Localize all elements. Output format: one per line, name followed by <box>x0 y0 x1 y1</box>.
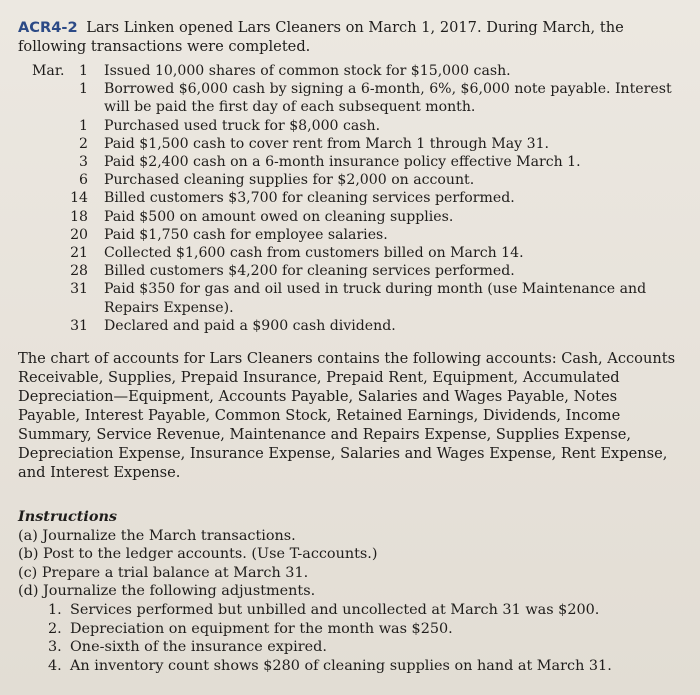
instruction-item: (a) Journalize the March transactions. <box>18 527 296 544</box>
adjustment-item <box>18 601 678 620</box>
adjustment-item <box>18 620 678 639</box>
transaction-month <box>18 262 66 280</box>
transaction-day: 21 <box>70 245 88 262</box>
adjustment-text: Depreciation on equipment for the month was $250. <box>70 620 453 637</box>
transaction-day: 2 <box>79 135 88 152</box>
adjustment-text: Services performed but unbilled and uncollected at March 31 was $200. <box>70 602 600 619</box>
transaction-month <box>18 208 66 226</box>
transaction-month <box>18 244 66 262</box>
adjustment-text: One-sixth of the insurance expired. <box>70 639 327 656</box>
instruction-item: (c) Prepare a trial balance at March 31. <box>18 564 309 581</box>
transaction-day: 1 <box>79 81 88 98</box>
transaction-row <box>18 171 678 189</box>
transaction-text: Purchased used truck for $8,000 cash. <box>104 117 381 134</box>
instruction-item: (d) Journalize the following adjustments. <box>18 583 316 600</box>
transaction-day: 14 <box>70 190 88 207</box>
transaction-day: 18 <box>70 208 88 225</box>
adjustment-text: An inventory count shows $280 of cleaning supplies on hand at March 31. <box>70 657 612 674</box>
problem-header <box>18 18 678 56</box>
adjustment-item <box>18 657 678 676</box>
transaction-row <box>18 189 678 207</box>
transaction-text: Paid $2,400 cash on a 6-month insurance policy effective March 1. <box>104 154 581 171</box>
transaction-text: Billed customers $3,700 for cleaning services performed. <box>104 190 515 207</box>
transaction-day: 28 <box>70 263 88 280</box>
transaction-day: 31 <box>70 281 88 298</box>
transaction-day: 6 <box>79 172 88 189</box>
transaction-row <box>18 317 678 335</box>
transaction-list <box>18 62 678 335</box>
adjustment-number: 2. <box>48 620 62 637</box>
transaction-row <box>18 244 678 262</box>
transaction-text: Paid $1,500 cash to cover rent from March 1 through May 31. <box>104 135 550 152</box>
transaction-row <box>18 208 678 226</box>
chart-of-accounts-paragraph: The chart of accounts for Lars Cleaners contains the following accounts: Cash, Accounts Receivable, Supplies, Prepaid Insurance, Prepaid Rent, Equipment, Accumulated Depreciation—Equipment, Accounts Payable, Salaries and Wages Payable, Notes Payable, Interest Payable, Common Stock, Retained Earnings, Dividends, Income Summary, Service Revenue, Maintenance and Repairs Expense, Supplies Expense, Depreciation Expense, Insurance Expense, Salaries and Wages Expense, Rent Expense, and Interest Expense. <box>18 350 676 482</box>
transaction-text: Paid $350 for gas and oil used in truck during month (use Maintenance and Repairs Expense). <box>104 281 647 316</box>
transaction-row <box>18 262 678 280</box>
transaction-text: Billed customers $4,200 for cleaning services performed. <box>104 263 515 280</box>
adjustment-item <box>18 638 678 657</box>
transaction-row <box>18 62 678 80</box>
transaction-text: Collected $1,600 cash from customers billed on March 14. <box>104 245 524 262</box>
transaction-day: 1 <box>79 63 88 79</box>
transaction-month <box>18 80 66 116</box>
transaction-day: 20 <box>70 226 88 243</box>
transaction-month <box>18 226 66 244</box>
transaction-month: Mar. <box>32 63 65 79</box>
instructions-title: Instructions <box>18 508 118 526</box>
transaction-text: Issued 10,000 shares of common stock for $15,000 cash. <box>104 63 511 79</box>
transaction-month <box>18 189 66 207</box>
transaction-month <box>18 135 66 153</box>
transaction-month <box>18 317 66 335</box>
problem-intro: Lars Linken opened Lars Cleaners on March 1, 2017. During March, the following transactions were completed. <box>18 19 624 55</box>
instruction-item: (b) Post to the ledger accounts. (Use T-accounts.) <box>18 546 378 563</box>
instructions-section <box>18 508 678 675</box>
transaction-row <box>18 280 678 316</box>
transaction-month <box>18 171 66 189</box>
transaction-row <box>18 80 678 116</box>
transaction-text: Paid $500 on amount owed on cleaning supplies. <box>104 208 454 225</box>
transaction-text: Paid $1,750 cash for employee salaries. <box>104 226 388 243</box>
adjustment-number: 4. <box>48 657 62 674</box>
transaction-month <box>18 117 66 135</box>
transaction-day: 3 <box>79 154 88 171</box>
transaction-month <box>18 280 66 316</box>
transaction-row <box>18 117 678 135</box>
problem-id: ACR4-2 <box>18 19 78 36</box>
transaction-row <box>18 135 678 153</box>
adjustment-number: 1. <box>48 602 62 619</box>
transaction-row <box>18 153 678 171</box>
transaction-day: 1 <box>79 117 88 134</box>
transaction-row <box>18 226 678 244</box>
transaction-day: 31 <box>70 317 88 334</box>
adjustment-number: 3. <box>48 639 62 656</box>
transaction-text: Borrowed $6,000 cash by signing a 6-month, 6%, $6,000 note payable. Interest will be paid the first day of each subsequent month. <box>104 81 672 116</box>
transaction-text: Purchased cleaning supplies for $2,000 on account. <box>104 172 475 189</box>
transaction-month <box>18 153 66 171</box>
transaction-text: Declared and paid a $900 cash dividend. <box>104 317 396 334</box>
